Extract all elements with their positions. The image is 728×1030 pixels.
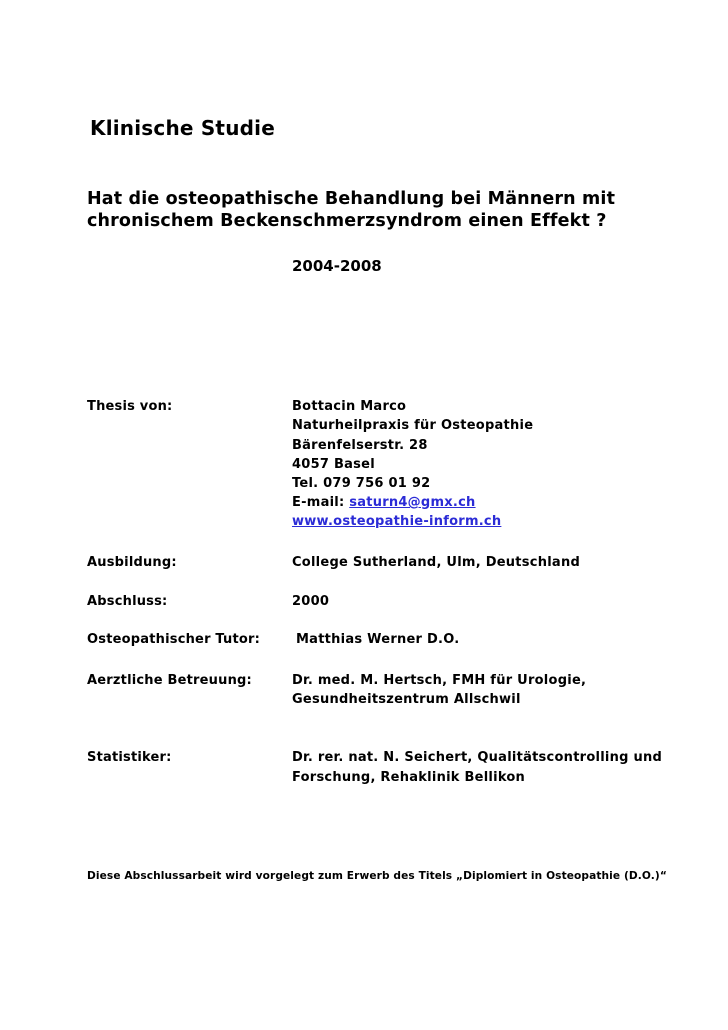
thesis-label: Thesis von: [87, 399, 173, 414]
email-prefix: E-mail: [292, 495, 350, 510]
study-years: 2004-2008 [292, 257, 382, 275]
tutor-value: Matthias Werner D.O. [296, 632, 460, 647]
statistiker-label: Statistiker: [87, 750, 172, 765]
tutor-label: Osteopathischer Tutor: [87, 632, 261, 647]
author-practice: Naturheilpraxis für Osteopathie [292, 418, 534, 433]
title-line-1: Hat die osteopathische Behandlung bei Männern mit [87, 189, 616, 209]
statistiker-line-1: Dr. rer. nat. N. Seichert, Qualitätscontrolling und [292, 750, 663, 765]
abschluss-value: 2000 [292, 594, 330, 609]
author-name: Bottacin Marco [292, 399, 407, 414]
title-line-2: chronischem Beckenschmerzsyndrom einen Effekt ? [87, 211, 607, 231]
website-link[interactable]: www.osteopathie-inform.ch [292, 514, 502, 529]
ausbildung-value: College Sutherland, Ulm, Deutschland [292, 555, 581, 570]
statistiker-line-2: Forschung, Rehaklinik Bellikon [292, 770, 526, 785]
email-link[interactable]: saturn4@gmx.ch [349, 495, 476, 510]
author-email-line [292, 495, 476, 510]
author-street: Bärenfelserstr. 28 [292, 438, 428, 453]
website-link-line [292, 514, 501, 529]
footer-note: Diese Abschlussarbeit wird vorgelegt zum Erwerb des Titels „Diplomiert in Osteopathie (D.O.)“ [87, 870, 667, 882]
betreuung-line-2: Gesundheitszentrum Allschwil [292, 692, 521, 707]
document-type-label: Klinische Studie [90, 116, 275, 140]
betreuung-line-1: Dr. med. M. Hertsch, FMH für Urologie, [292, 673, 587, 688]
author-phone: Tel. 079 756 01 92 [292, 476, 431, 491]
ausbildung-label: Ausbildung: [87, 555, 177, 570]
betreuung-label: Aerztliche Betreuung: [87, 673, 252, 688]
abschluss-label: Abschluss: [87, 594, 168, 609]
author-city: 4057 Basel [292, 457, 375, 472]
